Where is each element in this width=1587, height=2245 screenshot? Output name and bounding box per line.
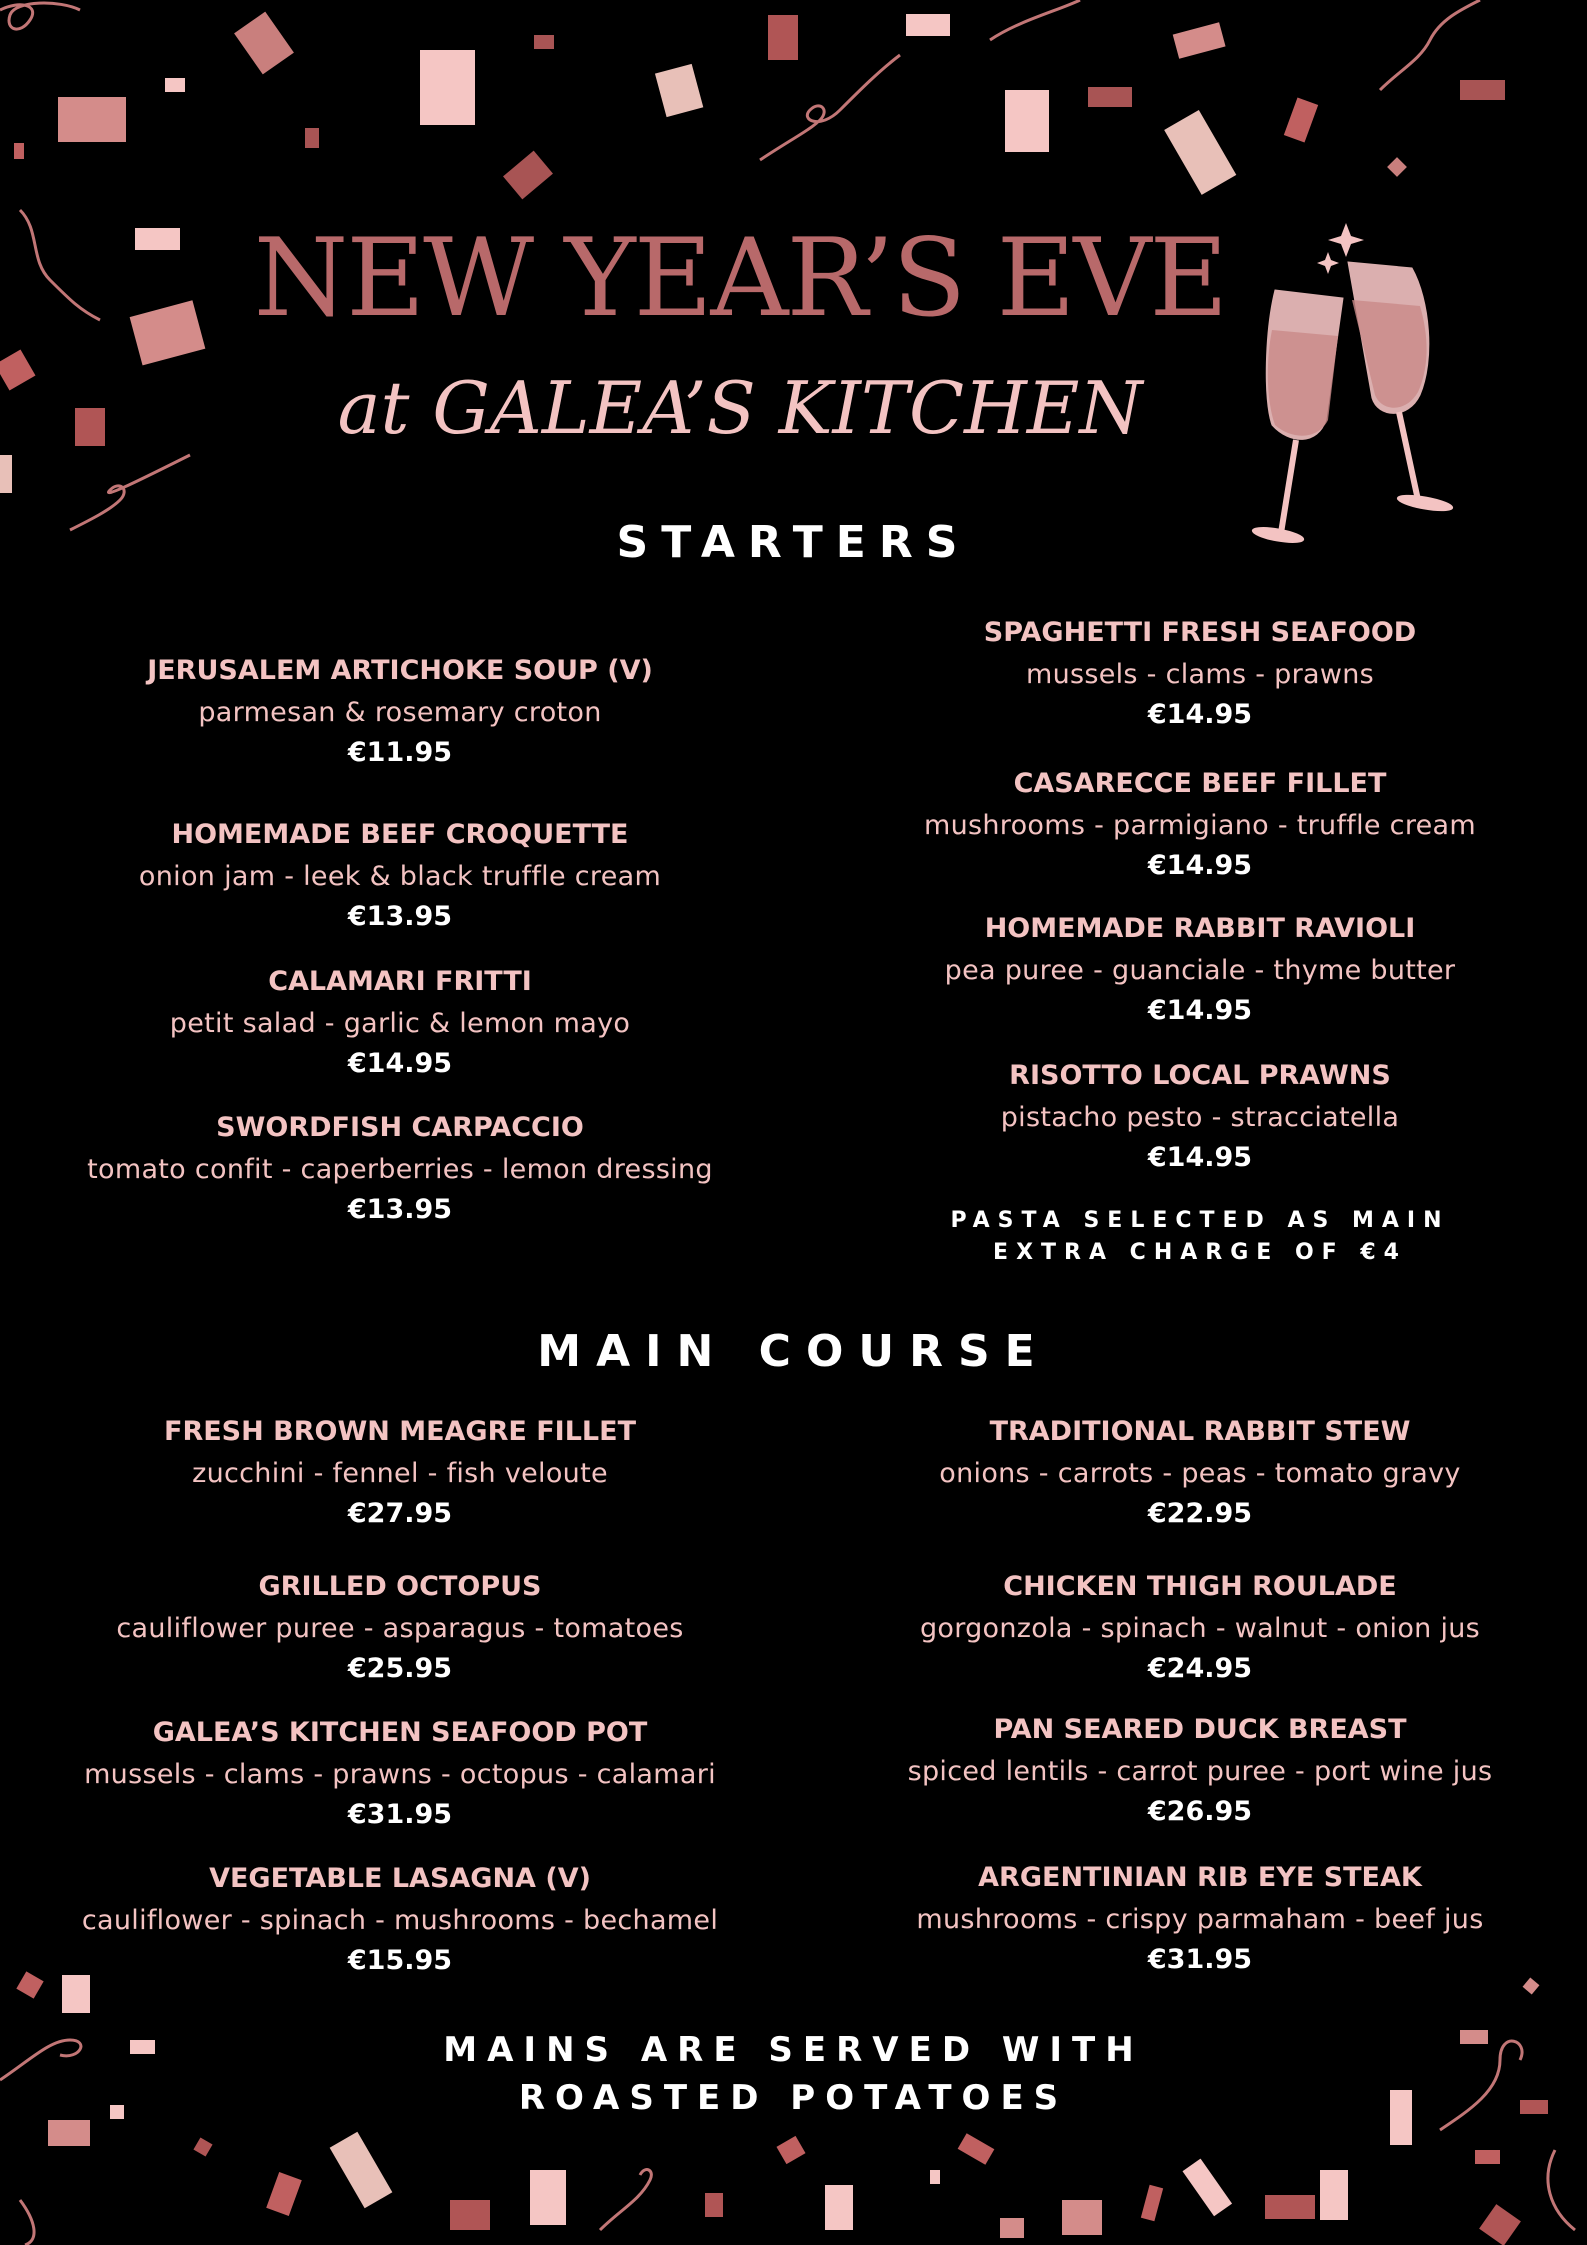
item-description: zucchini - fennel - fish veloute [192,1458,608,1489]
item-name: CHICKEN THIGH ROULADE [1003,1571,1397,1602]
item-description: parmesan & rosemary croton [198,697,602,728]
item-name: FRESH BROWN MEAGRE FILLET [164,1416,636,1447]
menu-item [20,657,780,766]
item-description: petit salad - garlic & lemon mayo [169,1008,631,1039]
main-course-heading: MAIN COURSE [537,1326,1050,1377]
item-name: GALEA’S KITCHEN SEAFOOD POT [152,1717,648,1748]
item-description: pea puree - guanciale - thyme butter [944,955,1456,986]
menu-item [830,1062,1570,1171]
menu-item [20,1719,780,1828]
item-name: CALAMARI FRITTI [268,966,532,997]
item-description: mushrooms - crispy parmaham - beef jus [916,1904,1484,1935]
menu-item [830,1418,1570,1527]
item-description: mussels - clams - prawns - octopus - calamari [84,1759,716,1790]
item-price: €22.95 [1147,1498,1253,1529]
item-description: cauliflower - spinach - mushrooms - bechamel [81,1905,719,1936]
item-price: €13.95 [347,901,453,932]
item-price: €13.95 [347,1194,453,1225]
item-price: €14.95 [1147,995,1253,1026]
item-name: RISOTTO LOCAL PRAWNS [1009,1060,1391,1091]
item-name: HOMEMADE RABBIT RAVIOLI [984,913,1416,944]
item-description: cauliflower puree - asparagus - tomatoes [116,1613,684,1644]
item-description: onions - carrots - peas - tomato gravy [939,1458,1461,1489]
page-subtitle: at GALEA’S KITCHEN [337,366,1143,450]
item-description: pistacho pesto - stracciatella [1000,1102,1400,1133]
starters-heading: STARTERS [616,517,971,568]
mains-note-line1: MAINS ARE SERVED WITH [443,2030,1144,2070]
menu-item [20,1573,780,1682]
item-price: €14.95 [1147,1142,1253,1173]
item-name: TRADITIONAL RABBIT STEW [989,1416,1411,1447]
item-price: €31.95 [1147,1944,1253,1975]
item-price: €14.95 [1147,850,1253,881]
menu-item [830,1573,1570,1682]
item-price: €14.95 [347,1048,453,1079]
item-description: gorgonzola - spinach - walnut - onion jus [919,1613,1481,1644]
menu-item [20,821,780,930]
item-name: ARGENTINIAN RIB EYE STEAK [978,1862,1422,1893]
item-description: onion jam - leek & black truffle cream [138,861,662,892]
pasta-note-line2: EXTRA CHARGE OF €4 [993,1240,1407,1265]
menu-item [20,1418,780,1527]
item-description: spiced lentils - carrot puree - port wine jus [907,1756,1493,1787]
item-price: €15.95 [347,1945,453,1976]
menu-item [830,1864,1570,1973]
menu-item [20,1114,780,1223]
menu-item [830,770,1570,879]
item-price: €11.95 [347,737,453,768]
menu-item [830,915,1570,1024]
item-price: €27.95 [347,1498,453,1529]
menu-item [20,1865,780,1974]
menu-item [830,619,1570,728]
item-name: CASARECCE BEEF FILLET [1013,768,1387,799]
item-name: GRILLED OCTOPUS [258,1571,542,1602]
item-price: €26.95 [1147,1796,1253,1827]
item-price: €24.95 [1147,1653,1253,1684]
item-price: €14.95 [1147,699,1253,730]
item-name: PAN SEARED DUCK BREAST [993,1714,1407,1745]
item-name: VEGETABLE LASAGNA (V) [209,1863,591,1894]
page-title: NEW YEAR’S EVE [253,216,1227,341]
item-name: SWORDFISH CARPACCIO [216,1112,584,1143]
menu-item [830,1716,1570,1825]
item-price: €31.95 [347,1799,453,1830]
item-description: mussels - clams - prawns [1025,659,1375,690]
pasta-note-line1: PASTA SELECTED AS MAIN [950,1208,1450,1233]
item-description: mushrooms - parmigiano - truffle cream [924,810,1476,841]
item-description: tomato confit - caperberries - lemon dressing [87,1154,713,1185]
item-name: JERUSALEM ARTICHOKE SOUP (V) [147,655,653,686]
item-price: €25.95 [347,1653,453,1684]
item-name: HOMEMADE BEEF CROQUETTE [171,819,629,850]
menu-item [20,968,780,1077]
mains-note-line2: ROASTED POTATOES [518,2078,1069,2118]
item-name: SPAGHETTI FRESH SEAFOOD [983,617,1417,648]
